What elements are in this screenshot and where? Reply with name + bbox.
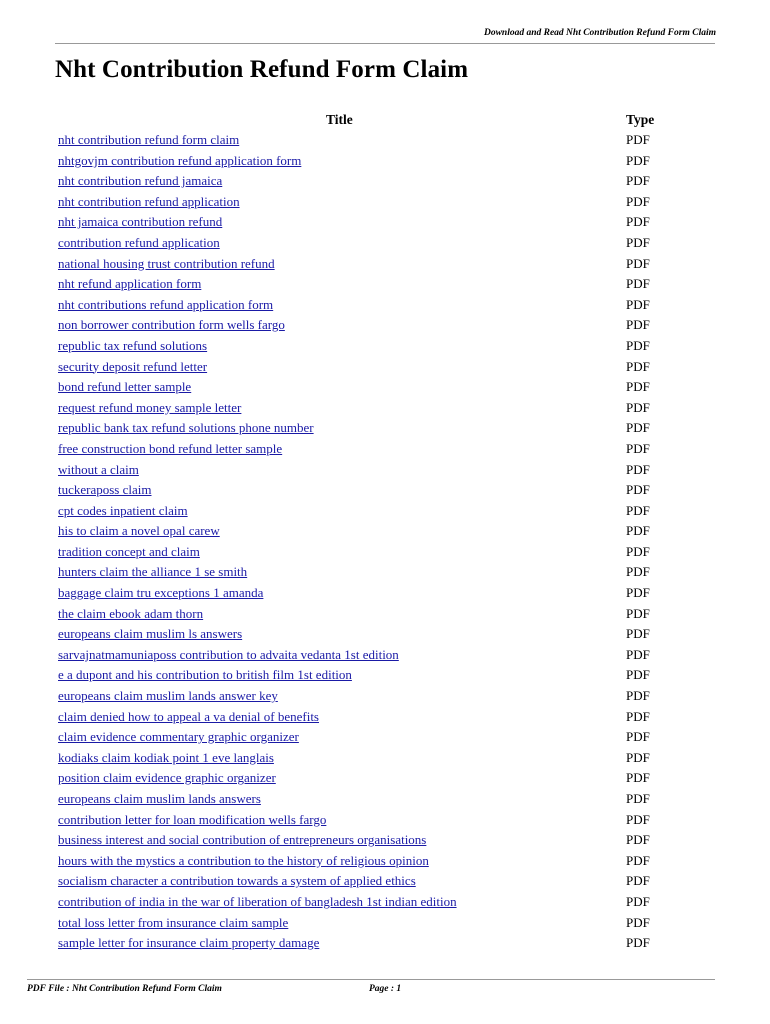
result-title-link[interactable]: hunters claim the alliance 1 se smith bbox=[58, 564, 248, 580]
table-row bbox=[0, 357, 770, 378]
result-title-link[interactable]: bond refund letter sample bbox=[58, 379, 192, 395]
result-type: PDF bbox=[626, 152, 650, 168]
table-row bbox=[0, 624, 770, 645]
table-row bbox=[0, 810, 770, 831]
result-title-link[interactable]: tuckeraposs claim bbox=[58, 482, 152, 498]
table-row bbox=[0, 665, 770, 686]
result-title-link[interactable]: nhtgovjm contribution refund application form bbox=[58, 152, 302, 168]
result-type: PDF bbox=[626, 626, 650, 642]
table-row bbox=[0, 151, 770, 172]
result-type: PDF bbox=[626, 708, 650, 724]
result-type: PDF bbox=[626, 379, 650, 395]
result-title-link[interactable]: nht contribution refund jamaica bbox=[58, 173, 223, 189]
result-type: PDF bbox=[626, 420, 650, 436]
result-type: PDF bbox=[626, 255, 650, 271]
footer-page-number: Page : 1 bbox=[369, 984, 402, 994]
result-title-link[interactable]: the claim ebook adam thorn bbox=[58, 605, 204, 621]
column-header-type: Type bbox=[626, 112, 655, 127]
result-title-link[interactable]: request refund money sample letter bbox=[58, 399, 242, 415]
result-type: PDF bbox=[626, 440, 650, 456]
result-title-link[interactable]: socialism character a contribution towards a system of applied ethics bbox=[58, 873, 416, 889]
result-type: PDF bbox=[626, 832, 650, 848]
result-type: PDF bbox=[626, 337, 650, 353]
table-row bbox=[0, 212, 770, 233]
table-row bbox=[0, 727, 770, 748]
result-title-link[interactable]: free construction bond refund letter sample bbox=[58, 440, 283, 456]
result-type: PDF bbox=[626, 873, 650, 889]
table-row bbox=[0, 707, 770, 728]
table-row bbox=[0, 274, 770, 295]
result-title-link[interactable]: nht refund application form bbox=[58, 276, 202, 292]
result-title-link[interactable]: republic bank tax refund solutions phone number bbox=[58, 420, 314, 436]
result-type: PDF bbox=[626, 667, 650, 683]
result-title-link[interactable]: europeans claim muslim lands answer key bbox=[58, 688, 278, 704]
result-title-link[interactable]: nht contribution refund form claim bbox=[58, 132, 240, 147]
table-row bbox=[0, 336, 770, 357]
result-title-link[interactable]: kodiaks claim kodiak point 1 eve langlais bbox=[58, 749, 274, 765]
result-title-link[interactable]: sarvajnatmamuniaposs contribution to advaita vedanta 1st edition bbox=[58, 646, 399, 662]
result-title-link[interactable]: nht contribution refund application bbox=[58, 193, 240, 209]
result-title-link[interactable]: e a dupont and his contribution to british film 1st edition bbox=[58, 667, 352, 683]
table-row bbox=[0, 789, 770, 810]
result-title-link[interactable]: hours with the mystics a contribution to the history of religious opinion bbox=[58, 852, 429, 868]
result-title-link[interactable]: tradition concept and claim bbox=[58, 543, 200, 559]
table-row bbox=[0, 398, 770, 419]
footer-divider bbox=[27, 979, 715, 980]
result-type: PDF bbox=[626, 914, 650, 930]
result-title-link[interactable]: contribution of india in the war of liberation of bangladesh 1st indian edition bbox=[58, 893, 457, 909]
result-type: PDF bbox=[626, 132, 650, 147]
table-row bbox=[0, 171, 770, 192]
result-type: PDF bbox=[626, 791, 650, 806]
result-type: PDF bbox=[626, 482, 650, 498]
result-type: PDF bbox=[626, 770, 650, 786]
table-row bbox=[0, 542, 770, 563]
result-type: PDF bbox=[626, 399, 650, 415]
table-row bbox=[0, 315, 770, 336]
document-title: Nht Contribution Refund Form Claim bbox=[55, 56, 469, 83]
result-type: PDF bbox=[626, 852, 650, 868]
table-row bbox=[0, 233, 770, 254]
result-type: PDF bbox=[626, 214, 650, 230]
table-row bbox=[0, 768, 770, 789]
result-title-link[interactable]: europeans claim muslim ls answers bbox=[58, 626, 243, 642]
result-type: PDF bbox=[626, 605, 650, 621]
table-row bbox=[0, 892, 770, 913]
header-divider bbox=[55, 43, 715, 44]
result-type: PDF bbox=[626, 358, 650, 374]
result-title-link[interactable]: national housing trust contribution refund bbox=[58, 255, 275, 271]
running-header: Download and Read Nht Contribution Refund Form Claim bbox=[483, 28, 716, 38]
table-row bbox=[0, 501, 770, 522]
result-type: PDF bbox=[626, 234, 650, 250]
result-type: PDF bbox=[626, 646, 650, 662]
result-title-link[interactable]: claim evidence commentary graphic organizer bbox=[58, 729, 299, 745]
footer-file-label: PDF File : Nht Contribution Refund Form Claim bbox=[27, 984, 222, 994]
table-row bbox=[0, 830, 770, 851]
result-title-link[interactable]: nht contributions refund application form bbox=[58, 296, 274, 312]
result-type: PDF bbox=[626, 935, 650, 951]
result-type: PDF bbox=[626, 461, 650, 477]
table-row bbox=[0, 645, 770, 666]
result-title-link[interactable]: sample letter for insurance claim property damage bbox=[58, 935, 320, 951]
result-title-link[interactable]: cpt codes inpatient claim bbox=[58, 502, 188, 518]
result-type: PDF bbox=[626, 173, 650, 189]
result-title-link[interactable]: total loss letter from insurance claim sample bbox=[58, 914, 289, 930]
result-type: PDF bbox=[626, 564, 650, 580]
result-type: PDF bbox=[626, 193, 650, 209]
result-title-link[interactable]: security deposit refund letter bbox=[58, 358, 208, 374]
result-title-link[interactable]: claim denied how to appeal a va denial of benefits bbox=[58, 708, 319, 724]
result-title-link[interactable]: republic tax refund solutions bbox=[58, 337, 208, 353]
result-type: PDF bbox=[626, 811, 650, 827]
result-title-link[interactable]: europeans claim muslim lands answers bbox=[58, 791, 261, 806]
result-title-link[interactable]: business interest and social contribution of entrepreneurs organisations bbox=[58, 832, 427, 848]
result-type: PDF bbox=[626, 749, 650, 765]
table-row bbox=[0, 913, 770, 934]
table-row bbox=[0, 439, 770, 460]
table-row bbox=[0, 933, 770, 954]
result-title-link[interactable]: contribution letter for loan modification wells fargo bbox=[58, 811, 327, 827]
result-title-link[interactable]: contribution refund application bbox=[58, 234, 220, 250]
table-row bbox=[0, 418, 770, 439]
result-title-link[interactable]: nht jamaica contribution refund bbox=[58, 214, 223, 230]
result-title-link[interactable]: without a claim bbox=[58, 461, 139, 477]
result-type: PDF bbox=[626, 729, 650, 745]
table-row bbox=[0, 748, 770, 769]
table-row bbox=[0, 604, 770, 625]
result-type: PDF bbox=[626, 543, 650, 559]
table-row bbox=[0, 130, 770, 151]
table-row bbox=[0, 377, 770, 398]
table-row bbox=[0, 871, 770, 892]
result-type: PDF bbox=[626, 585, 650, 601]
column-header-title: Title bbox=[326, 112, 353, 127]
table-row bbox=[0, 686, 770, 707]
result-title-link[interactable]: position claim evidence graphic organizer bbox=[58, 770, 276, 786]
result-type: PDF bbox=[626, 276, 650, 292]
result-type: PDF bbox=[626, 502, 650, 518]
result-type: PDF bbox=[626, 317, 650, 333]
table-row bbox=[0, 295, 770, 316]
table-row bbox=[0, 480, 770, 501]
table-row bbox=[0, 562, 770, 583]
table-row bbox=[0, 583, 770, 604]
result-title-link[interactable]: baggage claim tru exceptions 1 amanda bbox=[58, 585, 264, 601]
table-row bbox=[0, 460, 770, 481]
result-type: PDF bbox=[626, 296, 650, 312]
table-row bbox=[0, 254, 770, 275]
table-row bbox=[0, 521, 770, 542]
result-type: PDF bbox=[626, 523, 650, 539]
result-type: PDF bbox=[626, 893, 650, 909]
result-title-link[interactable]: his to claim a novel opal carew bbox=[58, 523, 220, 539]
results-list bbox=[0, 130, 770, 954]
table-row bbox=[0, 851, 770, 872]
result-title-link[interactable]: non borrower contribution form wells fargo bbox=[58, 317, 285, 333]
result-type: PDF bbox=[626, 688, 650, 704]
table-row bbox=[0, 192, 770, 213]
